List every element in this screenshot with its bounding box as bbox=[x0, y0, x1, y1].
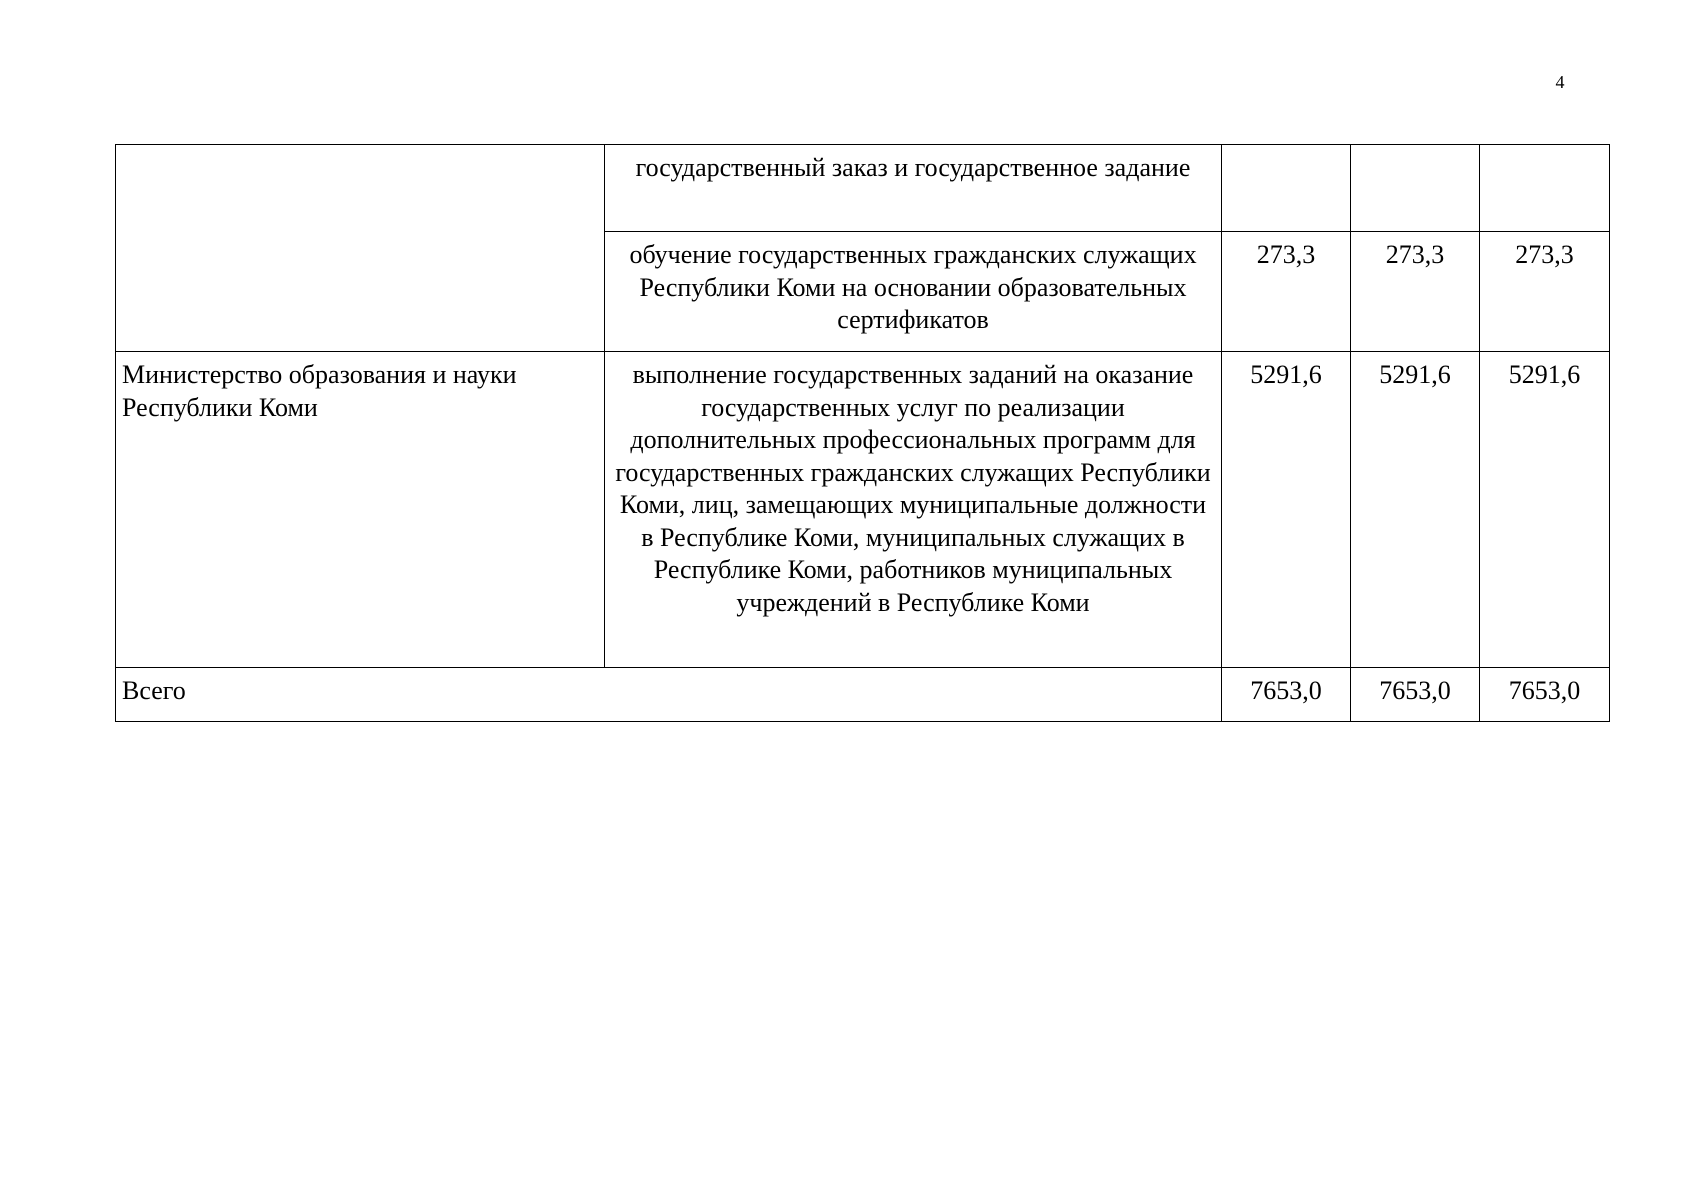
value-cell-year-1 bbox=[1222, 145, 1351, 232]
total-value-year-2: 7653,0 bbox=[1351, 668, 1480, 722]
value-cell-year-2: 273,3 bbox=[1351, 232, 1480, 352]
organization-cell: Министерство образования и науки Республики Коми bbox=[116, 352, 605, 668]
value-cell-year-3 bbox=[1480, 145, 1610, 232]
value-cell-year-1: 5291,6 bbox=[1222, 352, 1351, 668]
total-value-year-1: 7653,0 bbox=[1222, 668, 1351, 722]
value-cell-year-2 bbox=[1351, 145, 1480, 232]
value-cell-year-2: 5291,6 bbox=[1351, 352, 1480, 668]
total-value-year-3: 7653,0 bbox=[1480, 668, 1610, 722]
purpose-cell: государственный заказ и государственное задание bbox=[605, 145, 1222, 232]
purpose-cell: выполнение государственных заданий на оказание государственных услуг по реализации дополнительных профессиональных программ для государственных гражданских служащих Республики Коми, лиц, замещающих муниципальные должности в Республике Коми, муниципальных служащих в Республике Коми, работников муниципальных учреждений в Республике Коми bbox=[605, 352, 1222, 668]
organization-cell bbox=[116, 145, 605, 352]
table-row bbox=[116, 145, 1610, 232]
purpose-cell: обучение государственных гражданских служащих Республики Коми на основании образовательных сертификатов bbox=[605, 232, 1222, 352]
value-cell-year-1: 273,3 bbox=[1222, 232, 1351, 352]
value-cell-year-3: 273,3 bbox=[1480, 232, 1610, 352]
page-number: 4 bbox=[1555, 72, 1565, 92]
total-row bbox=[116, 668, 1610, 722]
budget-allocation-table bbox=[115, 144, 1610, 722]
table-row bbox=[116, 352, 1610, 668]
value-cell-year-3: 5291,6 bbox=[1480, 352, 1610, 668]
total-label: Всего bbox=[116, 668, 1222, 722]
